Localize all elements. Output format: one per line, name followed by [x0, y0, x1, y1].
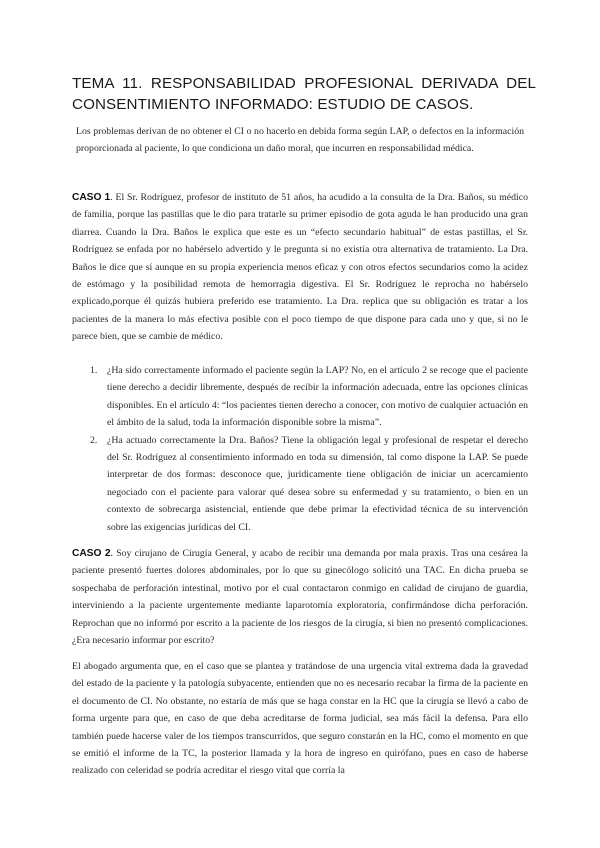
- list-item-text: ¿Ha sido correctamente informado el paciente según la LAP? No, en el artículo 2 se recoge que el paciente tiene derecho a decidir libremente, después de recibir la información adecuada, entre las opciones clínicas disponibles. En el artículo 4: “los pacientes tienen derecho a conocer, con motivo de cualquier actuación en el ámbito de la salud, toda la información disponible sobre la misma”.: [107, 365, 528, 429]
- list-item-number: 1.: [90, 365, 98, 376]
- list-item: [90, 432, 528, 536]
- caso2-paragraph: [72, 545, 528, 649]
- list-item: [90, 362, 528, 432]
- caso1-text: . El Sr. Rodríguez, profesor de instituto de 51 años, ha acudido a la consulta de la Dra. Baños, su médico de familia, porque las pastillas que le dio para tratarle su primer episodio de gota aguda le han producido una gran diarrea. Cuando la Dra. Baños le explica que este es un “efecto secundario habitual” de estas pastillas, el Sr. Rodríguez se enfada por no habérselo advertido y le pregunta si no existía otra alternativa de tratamiento. La Dra. Baños le dice que sí aunque en su propia experiencia menos eficaz y con otros efectos secundarios como la acidez de estómago y la posibilidad remota de hemorragia digestiva. El Sr. Rodríguez le reprocha no habérselo explicado,porque él quizás hubiera preferido ese tratamiento. La Dra. replica que su obligación es tratar a los pacientes de la manera lo más efectiva posible con el poco tiempo de que dispone para cada uno y que, si no le parece bien, que se cambie de médico.: [72, 192, 528, 343]
- intro-paragraph: Los problemas derivan de no obtener el CI o no hacerlo en debida forma según LAP, o defectos en la información proporcionada al paciente, lo que condiciona un daño moral, que incurren en responsabilidad médica.: [76, 126, 524, 155]
- caso1-question-list: [90, 362, 528, 536]
- caso1-paragraph: [72, 189, 528, 346]
- list-item-number: 2.: [90, 434, 98, 446]
- caso2-label: CASO 2: [72, 548, 111, 559]
- caso2-text: . Soy cirujano de Cirugía General, y acabo de recibir una demanda por mala praxis. Tras una cesárea la paciente presentó fuertes dolores abdominales, por lo que su ginecólogo solicitó una TAC. En dicha prueba se sospechaba de perforación intestinal, motivo por el cual contactaron conmigo en calidad de cirujano de guardia, interviniendo a la paciente urgentemente mediante laparotomía exploratoria, confirmándose dicha perforación. Reprochan que no informó por escrito a la paciente de los riesgos de la cirugía, si bien no presentó complicaciones. ¿Era necesario informar por escrito?: [72, 548, 528, 647]
- caso1-label: CASO 1: [72, 192, 111, 203]
- list-item-text: ¿Ha actuado correctamente la Dra. Baños? Tiene la obligación legal y profesional de respetar el derecho del Sr. Rodríguez al consentimiento informado en toda su dimensión, tal como dispone la LAP. Se puede interpretar de dos formas: desconoce que, jurídicamente tiene obligación de iniciar un acercamiento negociado con el paciente para valorar qué desea sobre su enfermedad y su tratamiento, o bien en un contexto de sobrecarga asistencial, entiende que debe primar la efectividad técnica de su intervención sobre las exigencias jurídicas del CI.: [107, 434, 528, 533]
- abogado-paragraph: El abogado argumenta que, en el caso que se plantea y tratándose de una urgencia vital extrema dada la gravedad del estado de la paciente y la patología subyacente, entienden que no es necesario recabar la firma de la paciente en el documento de CI. No obstante, no estaría de más que se haga constar en la HC que la cirugía se llevó a cabo de forma urgente para que, en caso de que deba acreditarse de forma judicial, sea más fácil la defensa. Para ello también puede hacerse valer de los tiempos transcurridos, que seguro constarán en la HC, como el momento en que se emitió el informe de la TC, la posterior llamada y la hora de ingreso en quirófano, pues en caso de haberse realizado con celeridad se podría acreditar el riesgo vital que corría la: [72, 661, 528, 777]
- page-title: TEMA 11. RESPONSABILIDAD PROFESIONAL DERIVADA DEL CONSENTIMIENTO INFORMADO: ESTUDIO DE CASOS.: [72, 75, 536, 113]
